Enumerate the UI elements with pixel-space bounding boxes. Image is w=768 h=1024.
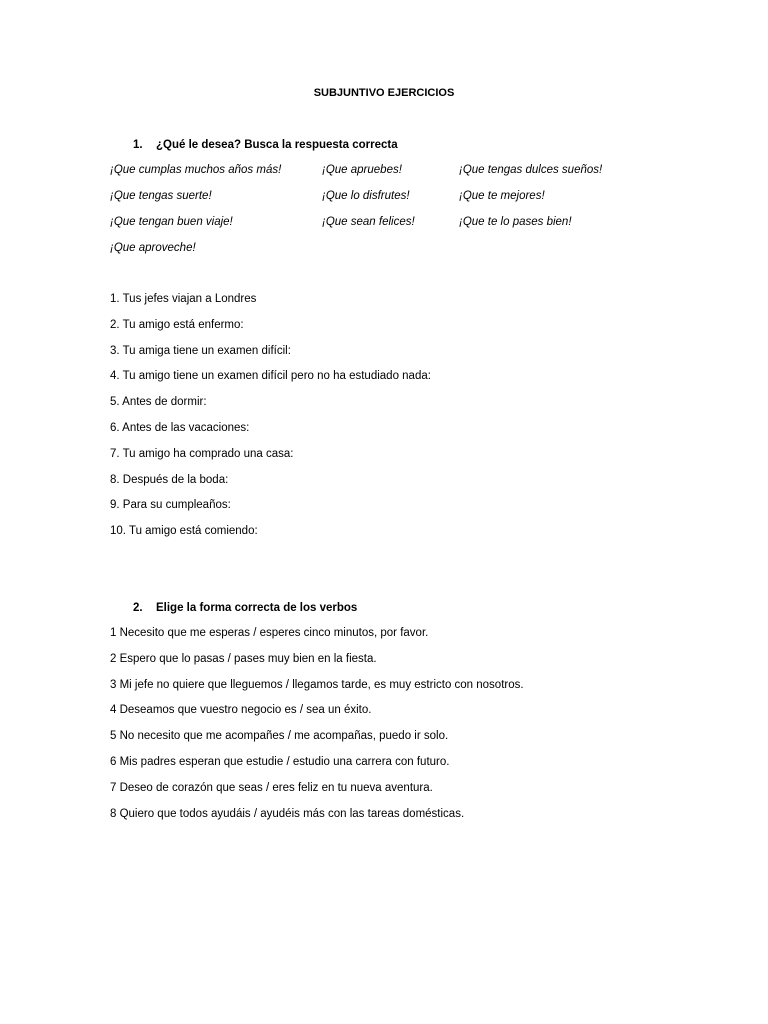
list-item: 3 Mi jefe no quiere que lleguemos / llegamos tarde, es muy estricto con nosotros.	[110, 678, 524, 691]
list-item: 5 No necesito que me acompañes / me acompañas, puedo ir solo.	[110, 730, 449, 743]
list-item: 8 Quiero que todos ayudáis / ayudéis más con las tareas domésticas.	[110, 807, 465, 820]
list-item: 1. Tus jefes viajan a Londres	[110, 293, 257, 305]
phrase-bank	[110, 161, 670, 265]
phrase: ¡Que cumplas muchos años más!	[110, 164, 282, 176]
list-item: 7. Tu amigo ha comprado una casa:	[110, 447, 294, 460]
phrase: ¡Que sean felices!	[322, 216, 415, 228]
verb-exercise-list	[110, 624, 524, 830]
list-item: 2. Tu amigo está enfermo:	[110, 318, 244, 331]
phrase-row	[110, 161, 670, 187]
section-2-heading	[133, 599, 357, 617]
phrase: ¡Que tengas dulces sueños!	[459, 164, 603, 176]
list-item: 4. Tu amigo tiene un examen difícil pero no ha estudiado nada:	[110, 370, 431, 383]
list-item: 10. Tu amigo está comiendo:	[110, 525, 258, 538]
list-item: 6 Mis padres esperan que estudie / estudio una carrera con futuro.	[110, 755, 450, 768]
section-2-number: 2.	[133, 602, 143, 614]
section-1-heading-text: ¿Qué le desea? Busca la respuesta correcta	[156, 139, 398, 151]
list-item: 3. Tu amiga tiene un examen difícil:	[110, 344, 291, 357]
phrase: ¡Que aproveche!	[110, 242, 196, 254]
situation-list	[110, 290, 431, 548]
phrase: ¡Que apruebes!	[322, 164, 402, 176]
section-1-number: 1.	[133, 139, 143, 151]
list-item: 6. Antes de las vacaciones:	[110, 421, 250, 434]
section-1-heading	[133, 136, 398, 154]
list-item: 2 Espero que lo pasas / pases muy bien en la fiesta.	[110, 652, 377, 665]
phrase: ¡Que tengan buen viaje!	[110, 216, 233, 228]
list-item: 5. Antes de dormir:	[110, 396, 207, 409]
phrase: ¡Que te mejores!	[459, 190, 545, 202]
list-item: 8. Después de la boda:	[110, 473, 229, 486]
phrase: ¡Que tengas suerte!	[110, 190, 212, 202]
list-item: 4 Deseamos que vuestro negocio es / sea un éxito.	[110, 704, 372, 717]
section-2-heading-text: Elige la forma correcta de los verbos	[156, 602, 358, 614]
phrase-row	[110, 239, 670, 265]
phrase-row	[110, 187, 670, 213]
list-item: 9. Para su cumpleaños:	[110, 499, 231, 512]
phrase: ¡Que te lo pases bien!	[459, 216, 572, 228]
phrase: ¡Que lo disfrutes!	[322, 190, 410, 202]
page-title: SUBJUNTIVO EJERCICIOS	[313, 87, 455, 99]
list-item: 7 Deseo de corazón que seas / eres feliz en tu nueva aventura.	[110, 781, 433, 794]
phrase-row	[110, 213, 670, 239]
list-item: 1 Necesito que me esperas / esperes cinco minutos, por favor.	[110, 627, 429, 639]
